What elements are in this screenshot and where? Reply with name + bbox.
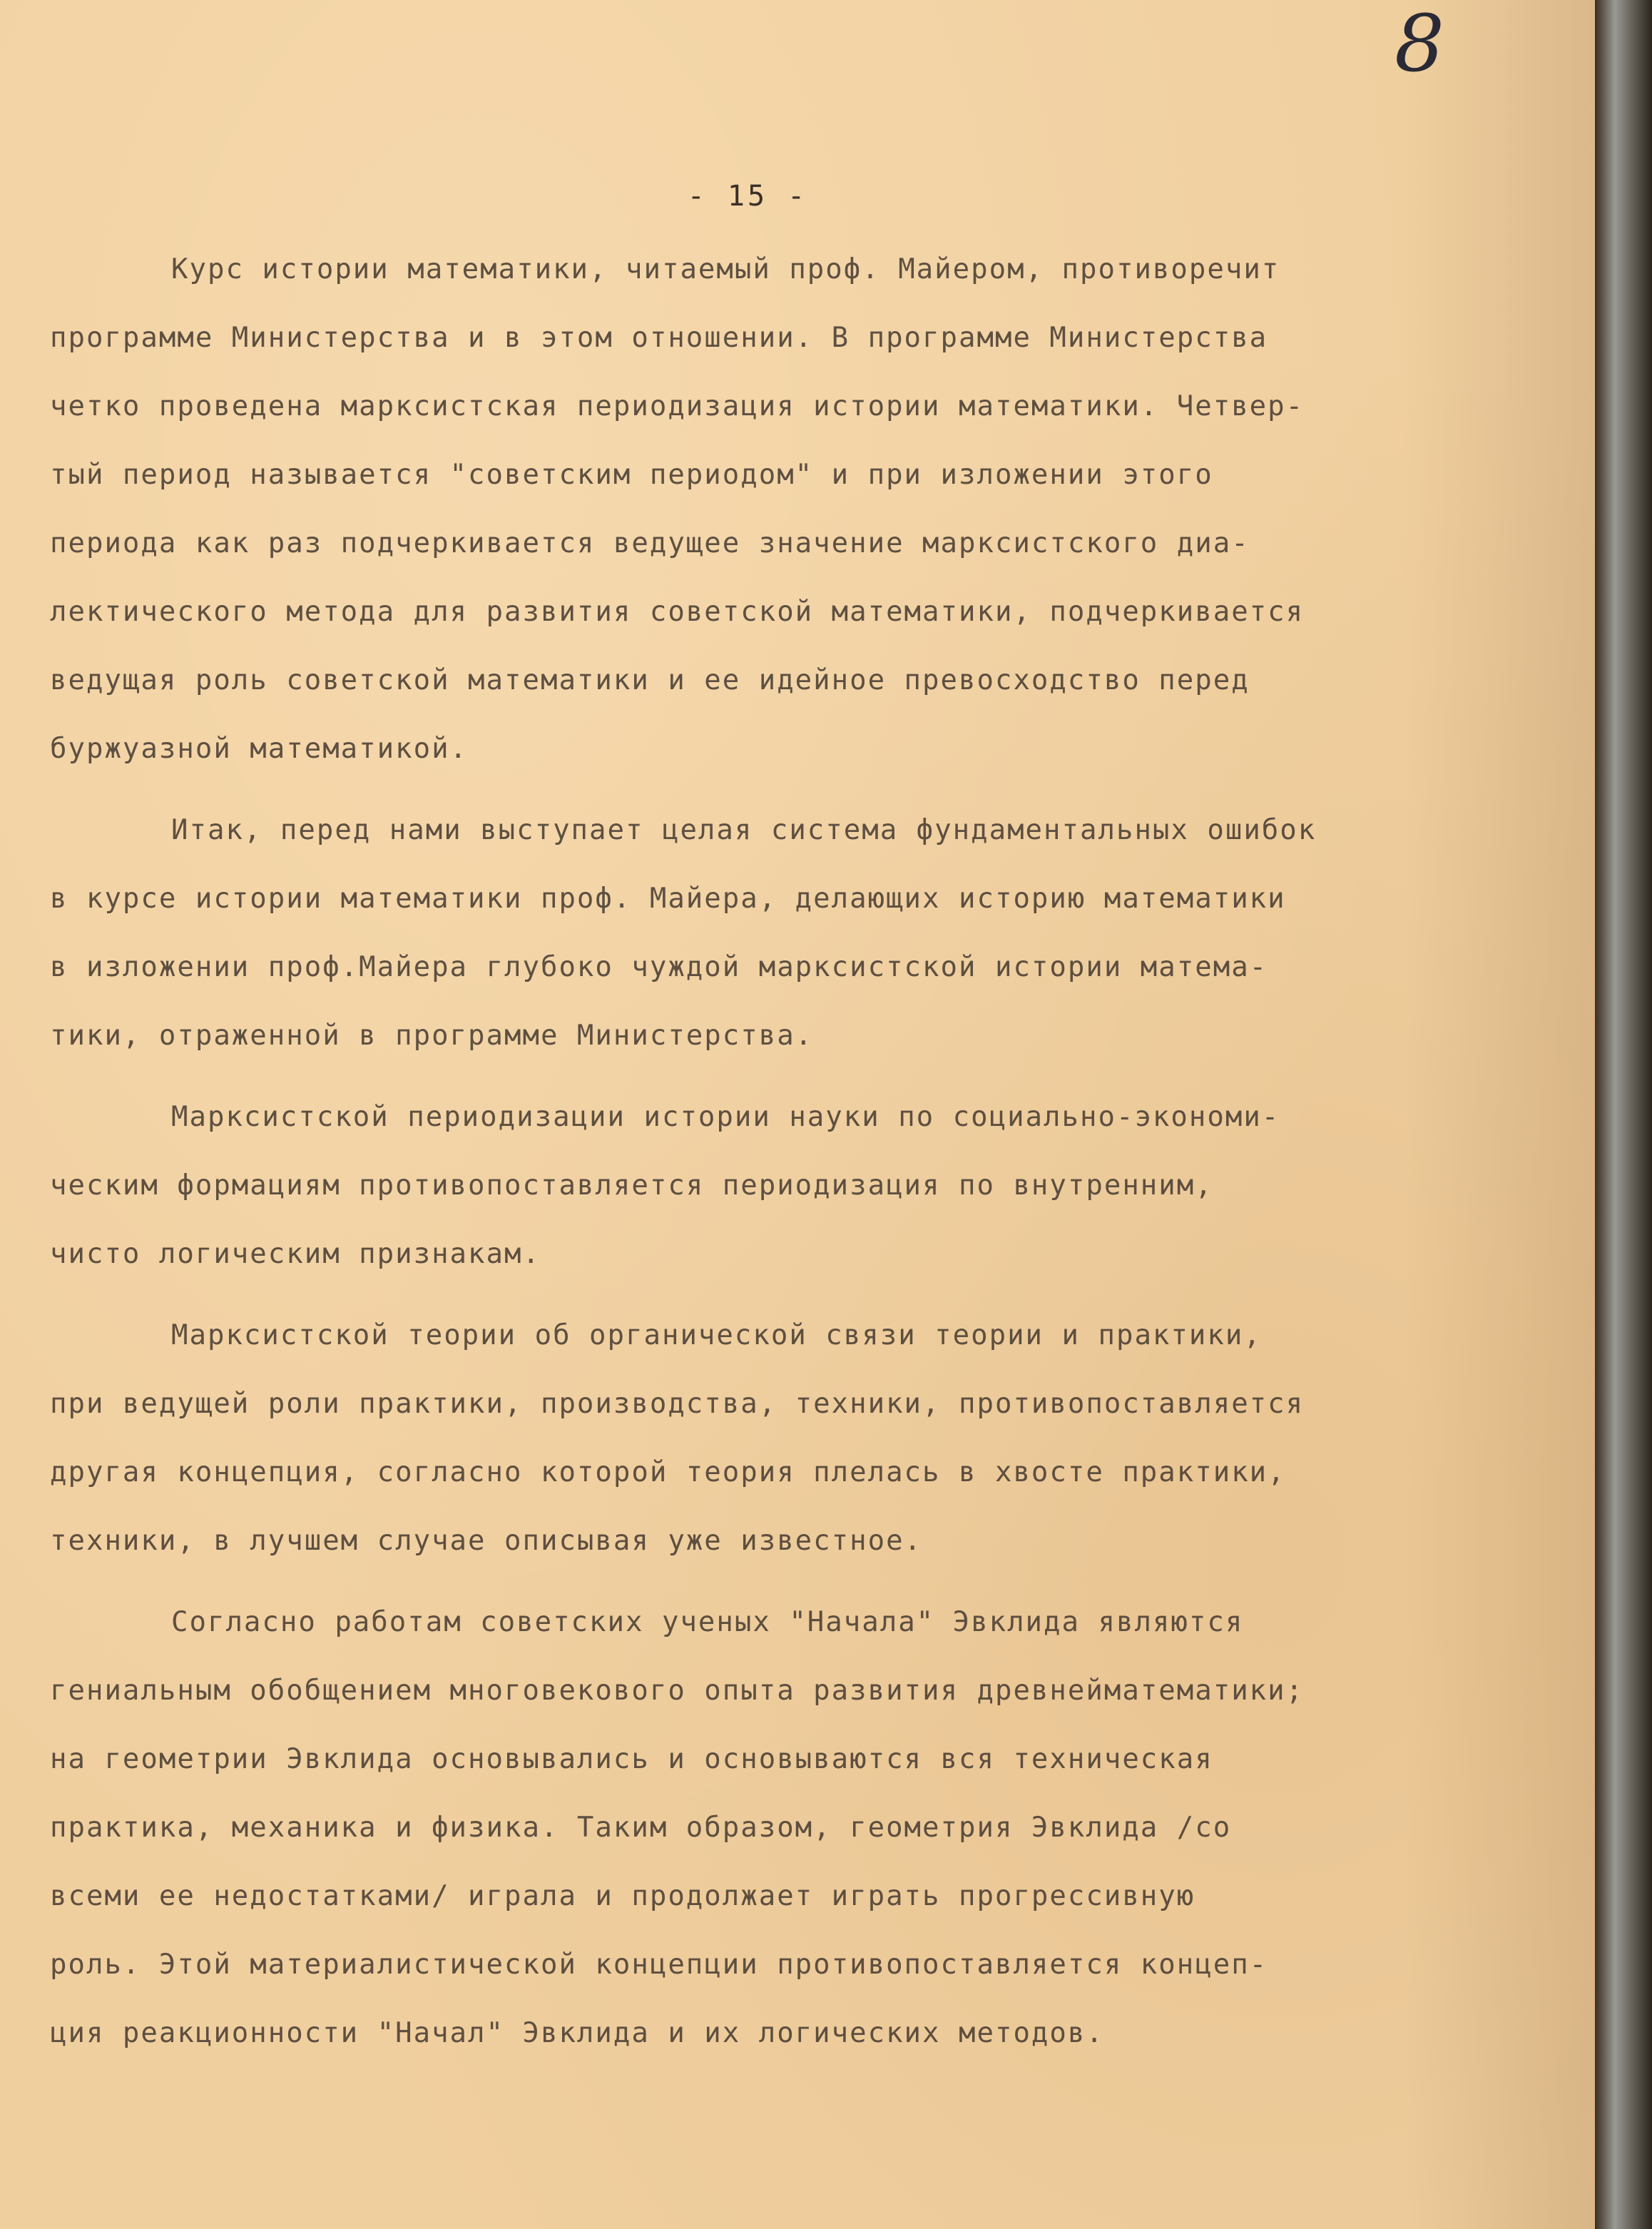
text-line: ция реакционности "Начал" Эвклида и их логических методов. bbox=[50, 2017, 1104, 2049]
text-line: тый период называется "советским периодом" и при изложении этого bbox=[50, 459, 1213, 491]
text-line: лектического метода для развития советской математики, подчеркивается bbox=[50, 596, 1305, 628]
page-number: - 15 - bbox=[687, 180, 808, 213]
paragraph bbox=[50, 1301, 1534, 1575]
text-line: Согласно работам советских ученых "Начала" Эвклида являются bbox=[171, 1606, 1244, 1638]
text-line: буржуазной математикой. bbox=[50, 733, 469, 765]
handwritten-folio-number: 8 bbox=[1394, 0, 1444, 89]
paragraph bbox=[50, 235, 1534, 783]
binding-edge bbox=[1595, 0, 1652, 2229]
paragraph bbox=[50, 1588, 1534, 2068]
text-line: ческим формациям противопоставляется периодизация по внутренним, bbox=[50, 1169, 1213, 1202]
text-line: Итак, перед нами выступает целая система фундаментальных ошибок bbox=[171, 814, 1317, 846]
paragraph bbox=[50, 796, 1534, 1070]
text-line: другая концепция, согласно которой теория плелась в хвосте практики, bbox=[50, 1456, 1286, 1488]
text-line: ведущая роль советской математики и ее идейное превосходство перед bbox=[50, 664, 1250, 696]
text-line: четко проведена марксистская периодизация истории математики. Четвер- bbox=[50, 390, 1305, 422]
paragraph bbox=[50, 1083, 1534, 1289]
text-line: всеми ее недостатками/ играла и продолжает играть прогрессивную bbox=[50, 1880, 1195, 1912]
text-line: чисто логическим признакам. bbox=[50, 1238, 541, 1270]
text-line: Марксистской теории об органической связи теории и практики, bbox=[171, 1319, 1262, 1351]
text-line: Курс истории математики, читаемый проф. Майером, противоречит bbox=[171, 253, 1280, 285]
text-line: программе Министерства и в этом отношении. В программе Министерства bbox=[50, 322, 1268, 354]
text-line: в курсе истории математики проф. Майера, делающих историю математики bbox=[50, 883, 1286, 915]
text-line: на геометрии Эвклида основывались и основываются вся техническая bbox=[50, 1743, 1213, 1775]
text-line: гениальным обобщением многовекового опыта развития древнейматематики; bbox=[50, 1675, 1305, 1707]
text-line: периода как раз подчеркивается ведущее значение марксистского диа- bbox=[50, 527, 1250, 559]
text-line: в изложении проф.Майера глубоко чуждой марксистской истории матема- bbox=[50, 951, 1268, 983]
text-line: роль. Этой материалистической концепции противопоставляется концеп- bbox=[50, 1949, 1268, 1981]
text-line: практика, механика и физика. Таким образом, геометрия Эвклида /со bbox=[50, 1812, 1232, 1844]
text-line: при ведущей роли практики, производства, техники, противопоставляется bbox=[50, 1388, 1305, 1420]
text-line: техники, в лучшем случае описывая уже известное. bbox=[50, 1525, 923, 1557]
text-line: Марксистской периодизации истории науки по социально-экономи- bbox=[171, 1101, 1280, 1133]
typewritten-text bbox=[50, 235, 1534, 2068]
text-line: тики, отраженной в программе Министерства. bbox=[50, 1020, 814, 1052]
